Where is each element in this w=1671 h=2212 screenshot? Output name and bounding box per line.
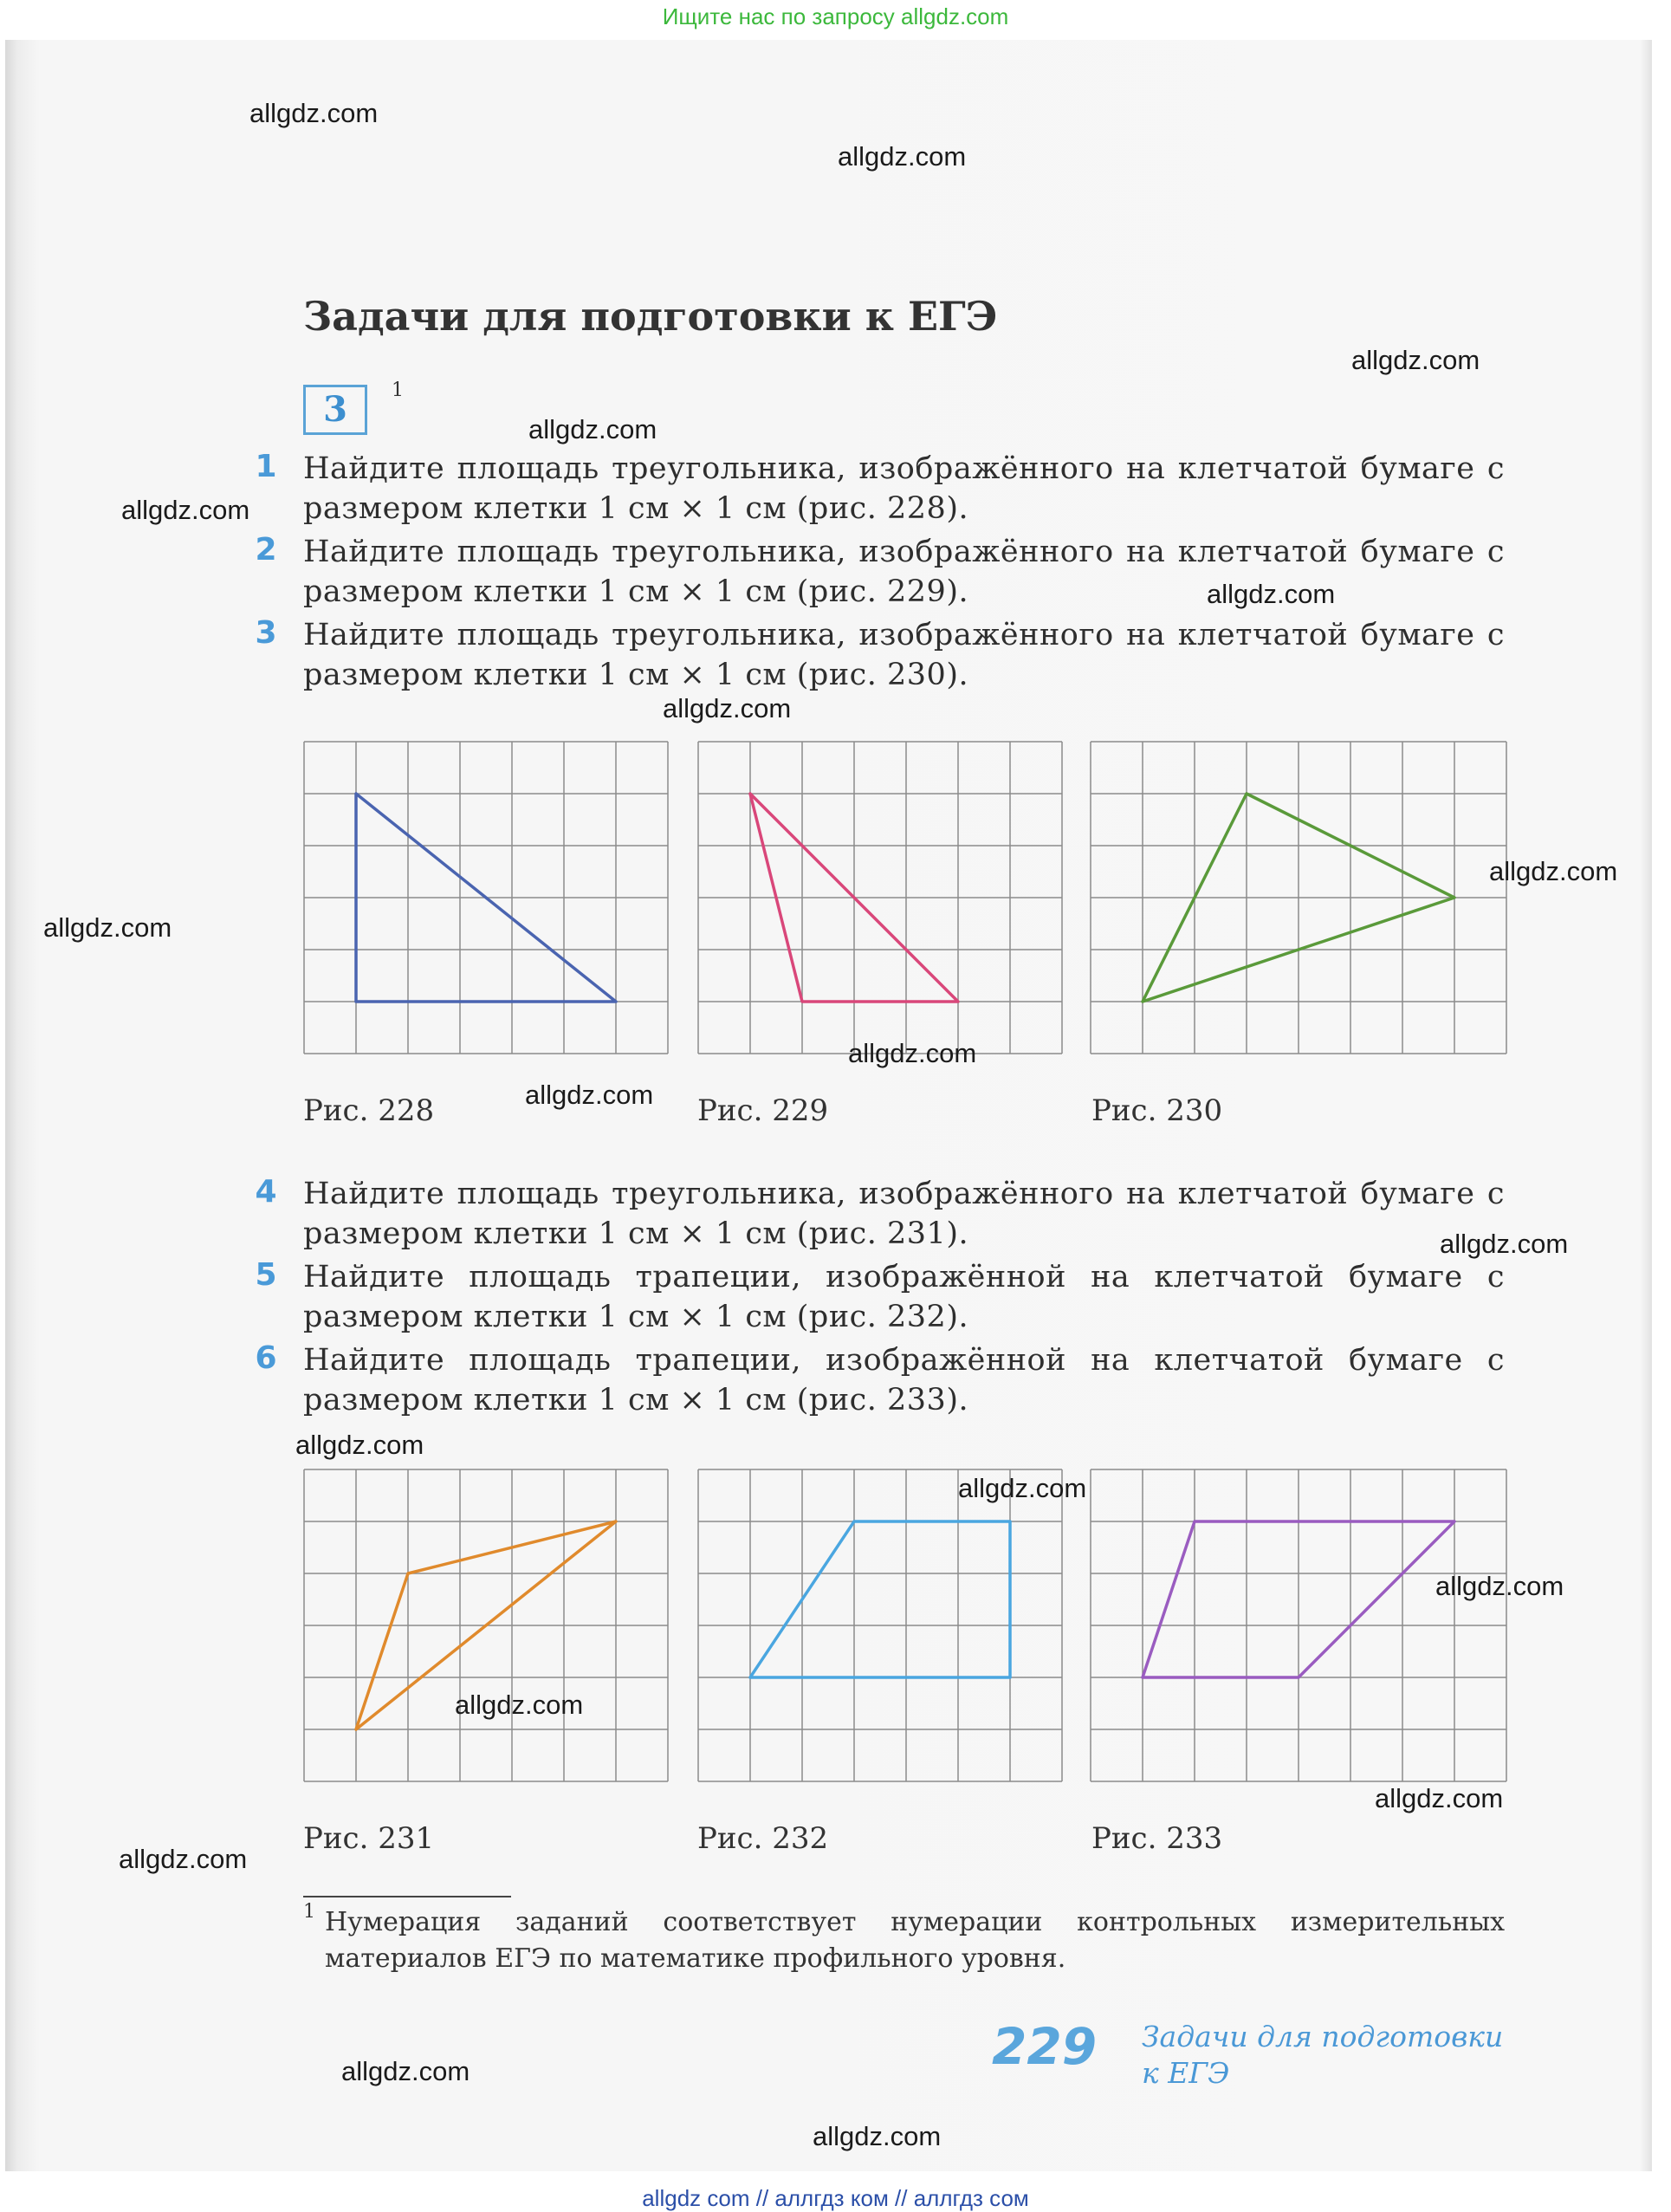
watermark-link[interactable]: allgdz.com (1375, 1783, 1504, 1813)
grid-lines (1091, 742, 1506, 1054)
page-edge-shadow (1640, 40, 1652, 2171)
task-number: 5 (255, 1257, 277, 1293)
watermark-link[interactable]: allgdz.com (663, 693, 792, 723)
figure-230 (1090, 741, 1507, 1054)
figure-caption: Рис. 233 (1091, 1821, 1223, 1856)
bottom-banner[interactable]: allgdz com // аллгдз ком // аллгдз сом (642, 2185, 1029, 2211)
figure-caption: Рис. 231 (303, 1821, 435, 1856)
running-title: Задачи для подготовки к ЕГЭ (1142, 2020, 1504, 2090)
watermark-link[interactable]: allgdz.com (295, 1430, 424, 1460)
watermark-link[interactable]: allgdz.com (1440, 1229, 1569, 1259)
watermark-link[interactable]: allgdz.com (838, 141, 967, 172)
figure-228 (303, 741, 669, 1054)
watermark-link[interactable]: allgdz.com (455, 1690, 584, 1720)
watermark-link[interactable]: allgdz.com (119, 1844, 248, 1874)
footnote-text: Нумерация заданий соответствует нумерации контрольных измерительных материалов ЕГЭ по математике профильного уровня. (325, 1907, 1505, 1974)
task-type-tag-footnote-mark: 1 (392, 379, 404, 401)
figure-229 (697, 741, 1063, 1054)
figure-231 (303, 1469, 669, 1782)
watermark-link[interactable]: allgdz.com (848, 1038, 977, 1068)
task-number: 1 (255, 449, 277, 484)
figure-caption: Рис. 229 (697, 1093, 829, 1128)
grid-lines (698, 742, 1062, 1054)
grid-triangle-228 (303, 741, 669, 1054)
grid-triangle-230 (1090, 741, 1507, 1054)
watermark-link[interactable]: allgdz.com (341, 2056, 470, 2086)
figure-shape (750, 1521, 1010, 1677)
section-title: Задачи для подготовки к ЕГЭ (303, 293, 998, 340)
watermark-link[interactable]: allgdz.com (1207, 579, 1336, 609)
task-number: 2 (255, 532, 277, 568)
top-banner[interactable]: Ищите нас по запросу allgdz.com (662, 3, 1009, 29)
watermark-link[interactable]: allgdz.com (121, 495, 250, 525)
watermark-link[interactable]: allgdz.com (813, 2121, 942, 2151)
watermark-link[interactable]: allgdz.com (1435, 1571, 1564, 1601)
figure-caption: Рис. 228 (303, 1093, 435, 1128)
task-text: Найдите площадь трапеции, изображённой на клетчатой бумаге с размером клетки 1 см × 1 см (рис. 232). (303, 1260, 1505, 1334)
watermark-link[interactable]: allgdz.com (43, 912, 172, 943)
task-text: Найдите площадь треугольника, изображённого на клетчатой бумаге с размером клетки 1 см × 1 см (рис. 228). (303, 451, 1505, 526)
task-number: 3 (255, 615, 277, 651)
watermark-link[interactable]: allgdz.com (525, 1080, 654, 1110)
task-text: Найдите площадь трапеции, изображённой на клетчатой бумаге с размером клетки 1 см × 1 см (рис. 233). (303, 1343, 1505, 1417)
task-type-tag: 3 (303, 385, 367, 435)
task-number: 4 (255, 1174, 277, 1210)
footnote-mark: 1 (303, 1901, 315, 1923)
task-text: Найдите площадь треугольника, изображённого на клетчатой бумаге с размером клетки 1 см × 1 см (рис. 230). (303, 618, 1505, 692)
watermark-link[interactable]: allgdz.com (249, 98, 379, 128)
watermark-link[interactable]: allgdz.com (958, 1473, 1087, 1503)
grid-triangle-231 (303, 1469, 669, 1782)
grid-trapezoid-232 (697, 1469, 1063, 1782)
grid-trapezoid-233 (1090, 1469, 1507, 1782)
grid-lines (1091, 1469, 1506, 1781)
watermark-link[interactable]: allgdz.com (1351, 345, 1480, 375)
grid-triangle-229 (697, 741, 1063, 1054)
figure-232 (697, 1469, 1063, 1782)
watermark-link[interactable]: allgdz.com (1489, 856, 1618, 886)
watermark-link[interactable]: allgdz.com (528, 414, 657, 444)
task-text: Найдите площадь треугольника, изображённого на клетчатой бумаге с размером клетки 1 см × 1 см (рис. 231). (303, 1177, 1505, 1251)
figure-233 (1090, 1469, 1507, 1782)
figure-caption: Рис. 230 (1091, 1093, 1223, 1128)
grid-lines (698, 1469, 1062, 1781)
figure-caption: Рис. 232 (697, 1821, 829, 1856)
page-number: 229 (992, 2017, 1098, 2076)
footnote-divider (303, 1896, 511, 1897)
task-number: 6 (255, 1340, 277, 1376)
task-text: Найдите площадь треугольника, изображённого на клетчатой бумаге с размером клетки 1 см × 1 см (рис. 229). (303, 535, 1505, 609)
